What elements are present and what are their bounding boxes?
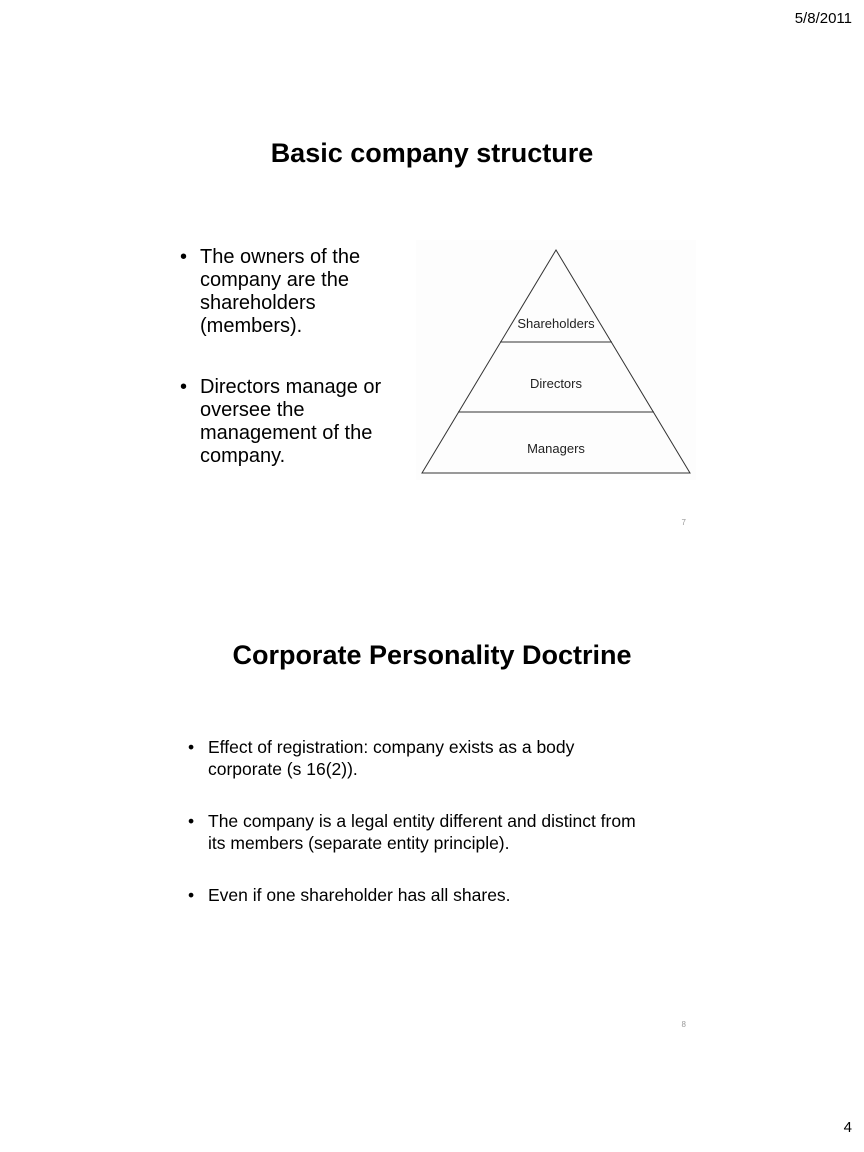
- pyramid-outline: [422, 250, 690, 473]
- bullet-text: The company is a legal entity different and distinct from its members (separate entity principle).: [208, 811, 636, 853]
- slide-title: Basic company structure: [270, 138, 594, 168]
- slide-corporate-personality-doctrine: [168, 612, 696, 1042]
- bullet-icon: •: [188, 811, 195, 831]
- bullet-item: [178, 246, 408, 338]
- bullet-list: [178, 246, 408, 468]
- bullet-icon: •: [188, 737, 195, 757]
- pyramid-level-shareholders: Shareholders: [517, 316, 595, 331]
- pyramid-diagram: [416, 240, 696, 480]
- bullet-icon: •: [180, 246, 188, 268]
- bullet-item: [178, 376, 408, 468]
- bullet-item: [186, 884, 646, 906]
- bullet-item: [186, 736, 646, 780]
- pyramid-level-directors: Directors: [529, 376, 583, 391]
- slide-title: Corporate Personality Doctrine: [232, 640, 632, 670]
- bullet-text: The owners of the company are the shareholders (members).: [200, 246, 361, 337]
- slide-basic-company-structure: [168, 110, 696, 540]
- bullet-text: Effect of registration: company exists as a body corporate (s 16(2)).: [208, 737, 575, 779]
- bullet-icon: •: [188, 885, 195, 905]
- bullet-icon: •: [180, 376, 188, 398]
- slide-number: 8: [681, 1020, 686, 1029]
- bullet-list: [186, 736, 646, 906]
- bullet-text: Even if one shareholder has all shares.: [208, 885, 511, 905]
- page-date: 5/8/2011: [794, 10, 852, 27]
- pyramid-level-managers: Managers: [527, 441, 585, 456]
- company-structure-pyramid: [416, 240, 696, 480]
- bullet-text: Directors manage or oversee the management of the company.: [200, 376, 382, 467]
- bullet-item: [186, 810, 646, 854]
- page-number: 4: [843, 1119, 852, 1136]
- slide-number: 7: [681, 518, 686, 527]
